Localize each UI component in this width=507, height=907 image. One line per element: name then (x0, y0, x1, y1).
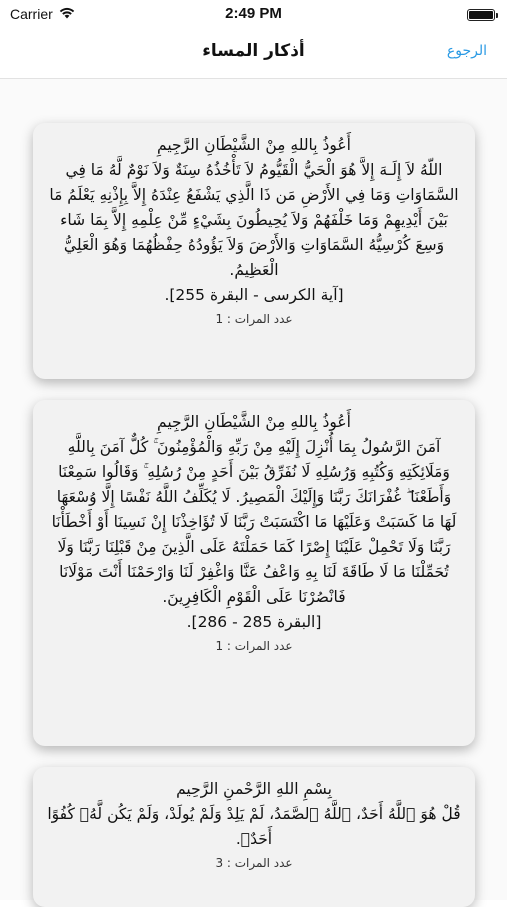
dhikr-card[interactable] (33, 123, 475, 379)
dhikr-card[interactable] (33, 767, 475, 907)
dhikr-text: بِسْمِ اللهِ الرَّحْمنِ الرَّحِيم قُلْ هُوَ ٱللَّهُ أَحَدٌ، ٱللَّهُ ٱلصَّمَدُ، لَمْ يَلِدْ وَلَمْ يُولَدْ، وَلَمْ يَكُن لَّهُۥ كُفُوًا أَحَدٌۢ. (47, 780, 461, 848)
adhkar-list[interactable] (0, 79, 507, 900)
dhikr-text: أَعُوذُ بِاللهِ مِنْ الشَّيْطَانِ الرَّجِيمِ اللّهُ لاَ إِلَـهَ إِلاَّ هُوَ الْحَيُّ الْقَيُّومُ لاَ تَأْخُذُهُ سِنَةٌ وَلاَ نَوْمٌ لَّهُ مَا فِي السَّمَاوَاتِ وَمَا فِي الأَرْضِ مَن ذَا الَّذِي يَشْفَعُ عِنْدَهُ إِلاَّ بِإِذْنِهِ يَعْلَمُ مَا بَيْنَ أَيْدِيهِمْ وَمَا خَلْفَهُمْ وَلاَ يُحِيطُونَ بِشَيْءٍ مِّنْ عِلْمِهِ إِلاَّ بِمَا شَاء وَسِعَ كُرْسِيُّهُ السَّمَاوَاتِ وَالأَرْضَ وَلاَ يَؤُودُهُ حِفْظُهُمَا وَهُوَ الْعَلِيُّ الْعَظِيمُ. [آية الكرسى - البقرة 255]. (49, 136, 459, 304)
dhikr-text: أَعُوذُ بِاللهِ مِنْ الشَّيْطَانِ الرَّجِيمِ آمَنَ الرَّسُولُ بِمَا أُنْزِلَ إِلَيْهِ مِنْ رَبِّهِ وَالْمُؤْمِنُونَ ۚ كُلٌّ آمَنَ بِاللَّهِ وَمَلَائِكَتِهِ وَكُتُبِهِ وَرُسُلِهِ لَا نُفَرِّقُ بَيْنَ أَحَدٍ مِنْ رُسُلِهِ ۚ وَقَالُوا سَمِعْنَا وَأَطَعْنَا ۖ غُفْرَانَكَ رَبَّنَا وَإِلَيْكَ الْمَصِيرُ. لَا يُكَلِّفُ اللَّهُ نَفْسًا إِلَّا وُسْعَهَا لَهَا مَا كَسَبَتْ وَعَلَيْهَا مَا اكْتَسَبَتْ رَبَّنَا لَا تُؤَاخِذْنَا إِنْ نَسِينَا أَوْ أَخْطَأْنَا رَبَّنَا وَلَا تَحْمِلْ عَلَيْنَا إِصْرًا كَمَا حَمَلْتَهُ عَلَى الَّذِينَ مِنْ قَبْلِنَا رَبَّنَا وَلَا تُحَمِّلْنَا مَا لَا طَاقَةَ لَنَا بِهِ وَاعْفُ عَنَّا وَاغْفِرْ لَنَا وَارْحَمْنَا أَنْتَ مَوْلَانَا فَانْصُرْنَا عَلَى الْقَوْمِ الْكَافِرِينَ. [البقرة 285 - 286]. (51, 413, 457, 631)
dhikr-card[interactable] (33, 400, 475, 746)
page-title: أذكار المساء (202, 41, 305, 61)
repeat-count: عدد المرات : 3 (215, 856, 293, 870)
status-bar (0, 0, 507, 30)
repeat-count: عدد المرات : 1 (215, 639, 293, 653)
carrier-label: Carrier (10, 6, 53, 22)
battery-icon (467, 9, 495, 21)
status-time: 2:49 PM (225, 5, 282, 22)
navigation-bar (0, 30, 507, 79)
back-button[interactable]: الرجوع (446, 43, 487, 59)
battery-fill (469, 11, 493, 19)
repeat-count: عدد المرات : 1 (215, 312, 293, 326)
